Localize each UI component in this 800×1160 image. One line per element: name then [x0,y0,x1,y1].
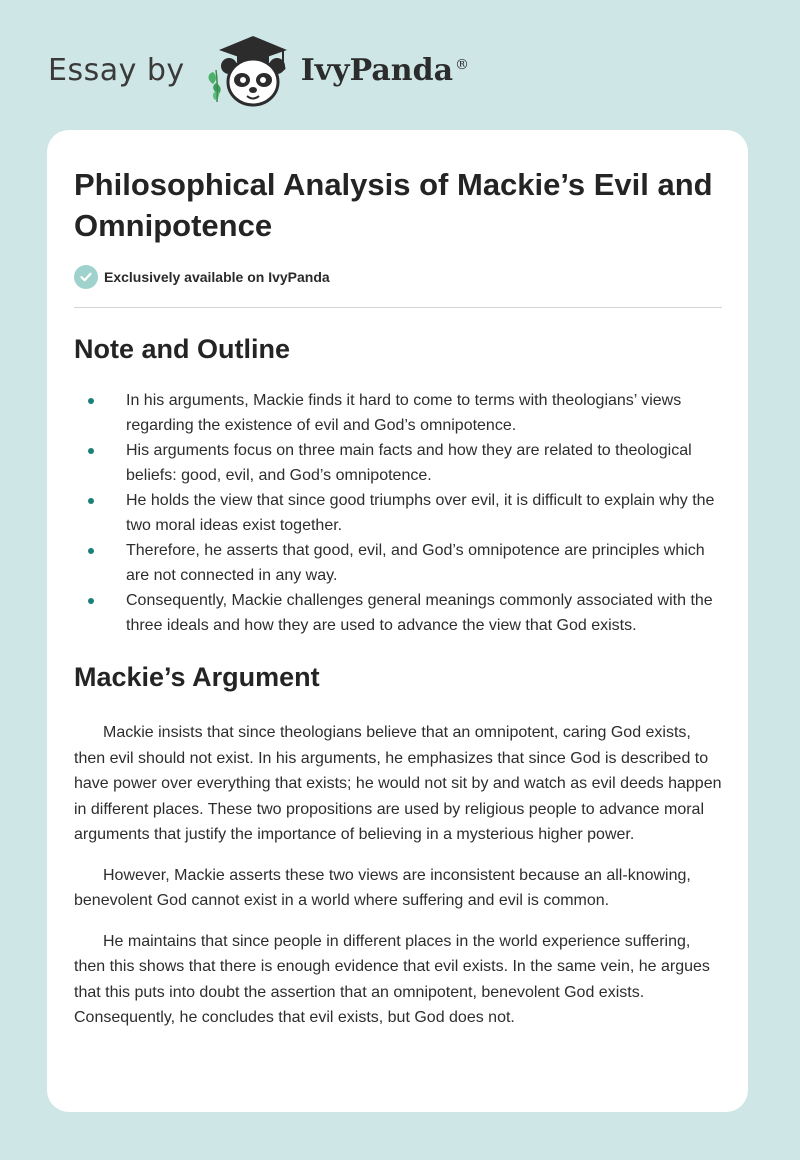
panda-graduate-icon [199,30,295,110]
site-header [48,30,548,110]
essay-content [74,164,722,1031]
list-item: His arguments focus on three main facts and how they are related to theological beliefs: good, evil, and God’s omnipotence. [74,438,722,488]
brand-name: IvyPanda ® [300,52,470,88]
list-item: Therefore, he asserts that good, evil, and God’s omnipotence are principles which are not connected in any way. [74,538,722,588]
divider [74,307,722,308]
list-item: He holds the view that since good triumphs over evil, it is difficult to explain why the two moral ideas exist together. [74,488,722,538]
paragraph: Mackie insists that since theologians believe that an omnipotent, caring God exists, then evil should not exist. In his arguments, he emphasizes that since God is described to have power over everything that exists; he would not sit by and watch as evil deeds happen in different places. These two propositions are used by religious people to advance moral arguments that justify the importance of believing in a mysterious higher power. [74,724,722,843]
list-item: In his arguments, Mackie finds it hard to come to terms with theologians’ views regarding the existence of evil and God’s omnipotence. [74,388,722,438]
check-circle-icon [74,265,98,289]
essay-by-label: Essay by [48,52,185,88]
bullet-icon [88,548,94,554]
bullet-icon [88,498,94,504]
section-heading-outline: Note and Outline [74,334,290,364]
bullet-icon [88,448,94,454]
bullet-icon [88,598,94,604]
essay-card [47,130,748,1112]
exclusive-badge [74,265,722,289]
page-title: Philosophical Analysis of Mackie’s Evil and Omnipotence [74,167,713,243]
paragraph: However, Mackie asserts these two views are inconsistent because an all-knowing, benevolent God cannot exist in a world where suffering and evil is common. [74,866,691,909]
exclusive-label: Exclusively available on IvyPanda [104,269,330,285]
section-heading-argument: Mackie’s Argument [74,662,320,692]
list-item: Consequently, Mackie challenges general meanings commonly associated with the three ideals and how they are used to advance the view that God exists. [74,588,722,638]
outline-list [74,388,722,638]
bullet-icon [88,398,94,404]
paragraph: He maintains that since people in different places in the world experience suffering, then this shows that there is enough evidence that evil exists. In the same vein, he argues that this puts into doubt the assertion that an omnipotent, benevolent God exists. Consequently, he concludes that evil exists, but God does not. [74,932,710,1026]
